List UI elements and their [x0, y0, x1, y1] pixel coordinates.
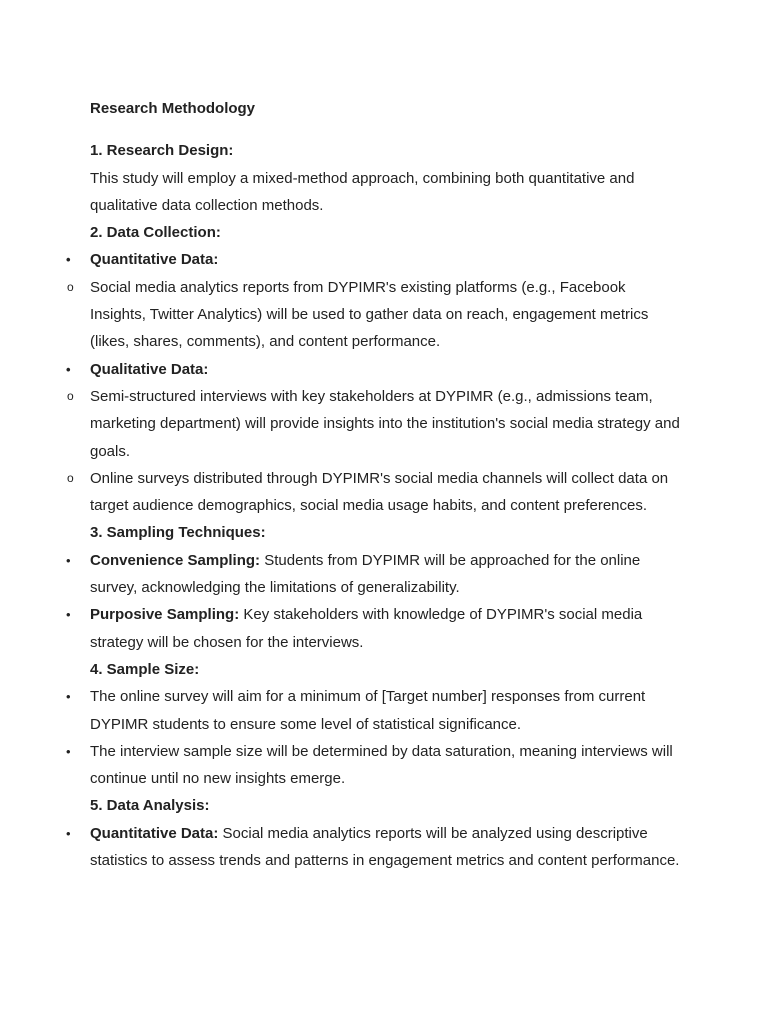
list-item-interview-size: [0, 738, 680, 793]
bullet-marker: •: [66, 743, 71, 759]
list-item-quantitative-analysis: [0, 820, 680, 875]
list-item-convenience-sampling: [0, 547, 680, 602]
list-item-label: Convenience Sampling:: [90, 551, 261, 569]
list-item-label: Quantitative Data:: [90, 251, 219, 269]
sub-list-item-interviews: [0, 383, 680, 465]
section-heading-sampling-techniques: 3. Sampling Techniques:: [90, 524, 266, 542]
bullet-marker: •: [66, 825, 71, 841]
bullet-marker: •: [66, 552, 71, 568]
list-item-survey-size: [0, 683, 680, 738]
sub-list-item-online-surveys: [0, 465, 680, 520]
bullet-marker: •: [66, 689, 71, 705]
list-item-label: Qualitative Data:: [90, 360, 209, 378]
list-item-label: Purposive Sampling:: [90, 606, 240, 624]
section-heading-data-collection: 2. Data Collection:: [90, 224, 221, 242]
list-item-text: Students from DYPIMR will be approached for the online survey, acknowledging the limitations of generalizability.: [90, 551, 641, 597]
sub-list-item-analytics-reports: [0, 274, 680, 356]
section-heading-data-analysis: 5. Data Analysis:: [90, 797, 210, 815]
document-page: [0, 95, 768, 874]
list-item-text: Social media analytics reports from DYPIMR's existing platforms (e.g., Facebook Insights, Twitter Analytics) will be used to gather data on reach, engagement metrics (likes, shares, comments), and content performance.: [90, 278, 649, 351]
section-heading-research-design: 1. Research Design:: [90, 142, 234, 160]
sub-bullet-marker: o: [67, 279, 74, 294]
list-item-quantitative-data: [0, 246, 680, 273]
sub-bullet-marker: o: [67, 388, 74, 403]
section-heading-sample-size: 4. Sample Size:: [90, 660, 200, 678]
list-item-text: Social media analytics reports will be analyzed using descriptive statistics to assess trends and patterns in engagement metrics and content performance.: [90, 824, 680, 870]
bullet-marker: •: [66, 607, 71, 623]
list-item-text: The interview sample size will be determined by data saturation, meaning interviews will continue until no new insights emerge.: [90, 742, 673, 788]
list-item-text: The online survey will aim for a minimum of [Target number] responses from current DYPIMR students to ensure some level of statistical significance.: [90, 688, 646, 733]
bullet-marker: •: [66, 252, 71, 268]
sub-bullet-marker: o: [67, 470, 74, 485]
list-item-purposive-sampling: [0, 601, 680, 656]
list-item-label: Quantitative Data:: [90, 824, 219, 842]
list-item-text: Semi-structured interviews with key stakeholders at DYPIMR (e.g., admissions team, marketing department) will provide insights into the institution's social media strategy and goals.: [90, 387, 680, 460]
list-item-text: Online surveys distributed through DYPIMR's social media channels will collect data on target audience demographics, social media usage habits, and content preferences.: [90, 469, 669, 515]
list-item-qualitative-data: [0, 356, 680, 383]
research-design-text: This study will employ a mixed-method approach, combining both quantitative and qualitative data collection methods.: [90, 169, 635, 214]
list-item-text: Key stakeholders with knowledge of DYPIMR's social media strategy will be chosen for the interviews.: [90, 606, 643, 651]
bullet-marker: •: [66, 361, 71, 377]
document-title: Research Methodology: [90, 100, 256, 117]
